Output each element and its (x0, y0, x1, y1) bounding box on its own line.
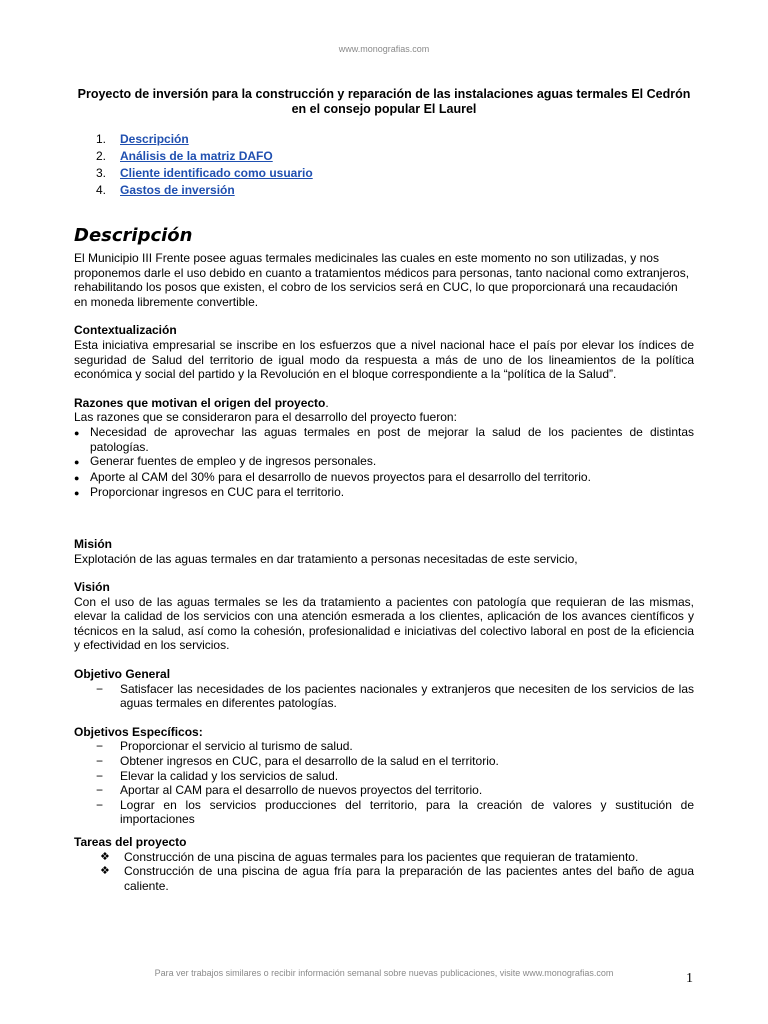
footer-note: Para ver trabajos similares o recibir información semanal sobre nuevas publicaciones, visite www.monografias.com (154, 968, 614, 978)
toc-number: 3. (96, 166, 107, 180)
dash-icon: − (96, 681, 104, 696)
razones-intro: Las razones que se consideraron para el desarrollo del proyecto fueron: (74, 410, 457, 425)
list-item: − Obtener ingresos en CUC, para el desarrollo de la salud en el territorio. (96, 754, 499, 769)
razones-list (74, 425, 694, 501)
page-number: 1 (686, 971, 693, 986)
toc-link-descripcion[interactable]: Descripción (120, 132, 189, 146)
list-item: ● Necesidad de aprovechar las aguas termales en post de mejorar la salud de los pacientes de distintas patologías. (74, 424, 694, 454)
section-heading-mision: Misión (74, 536, 112, 551)
objetivo-general-list (74, 682, 694, 711)
dash-icon: − (96, 754, 104, 769)
list-item: ● Generar fuentes de empleo y de ingresos personales. (74, 454, 377, 469)
toc-item (96, 148, 313, 165)
toc-number: 4. (96, 183, 107, 197)
bullet-icon: ● (74, 472, 80, 483)
section-heading-descripcion: Descripción (74, 225, 193, 246)
section-heading-contextualizacion: Contextualización (74, 323, 177, 338)
section-heading-tareas: Tareas del proyecto (74, 835, 187, 849)
list-item: − Aportar al CAM para el desarrollo de nuevos proyectos del territorio. (96, 783, 483, 798)
bullet-icon: ● (74, 457, 80, 468)
tareas-list (74, 850, 694, 894)
toc-number: 2. (96, 149, 107, 163)
section-heading-vision: Visión (74, 580, 110, 595)
bullet-icon: ● (74, 427, 80, 438)
toc-link-gastos[interactable]: Gastos de inversión (120, 183, 235, 197)
list-item: − Proporcionar el servicio al turismo de salud. (96, 739, 353, 754)
dash-icon: − (96, 768, 104, 783)
mision-paragraph: Explotación de las aguas termales en dar tratamiento a personas necesitadas de este servicio, (74, 551, 578, 566)
contextualizacion-paragraph: Esta iniciativa empresarial se inscribe en los esfuerzos que a nivel nacional hace el país por elevar los índices de seguridad de Salud del territorio de igual modo da respuesta a más de uno de los lineamientos de la política económica y social del partido y la Revolución en el bloque correspondiente a la “política de la Salud”. (74, 337, 694, 382)
objetivos-especificos-list (74, 739, 694, 827)
toc-item (96, 131, 313, 148)
list-item: − Satisfacer las necesidades de los pacientes nacionales y extranjeros que necesiten de los servicios de las aguas termales en diferentes patologías. (96, 681, 694, 711)
diamond-icon: ❖ (100, 850, 110, 863)
list-item: ❖ Construcción de una piscina de agua fría para la preparación de las pacientes antes del baño de agua caliente. (100, 864, 694, 893)
dash-icon: − (96, 783, 104, 798)
toc-link-dafo[interactable]: Análisis de la matriz DAFO (120, 149, 273, 163)
bullet-icon: ● (74, 488, 80, 499)
list-item: ● Aporte al CAM del 30% para el desarrollo de nuevos proyectos para el desarrollo del territorio. (74, 469, 591, 484)
header-url[interactable]: www.monografias.com (338, 44, 430, 54)
dash-icon: − (96, 797, 104, 812)
vision-paragraph: Con el uso de las aguas termales se les da tratamiento a pacientes con patología que requieran de las mismas, elevar la calidad de los servicios con una atención esmerada a los clientes, aplicación de los avances científicos y técnicos en la salud, así como la cohesión, profesionalidad e iniciativas del colectivo laboral en post de la eficiencia y efectividad en los servicios. (74, 594, 694, 653)
document-body (74, 225, 694, 893)
toc-number: 1. (96, 132, 107, 146)
dash-icon: − (96, 739, 104, 754)
toc-item (96, 165, 313, 182)
diamond-icon: ❖ (100, 865, 110, 878)
section-heading-razones: Razones que motivan el origen del proyecto. (74, 395, 329, 410)
list-item: − Lograr en los servicios producciones del territorio, para la creación de valores y sustitución de importaciones (96, 797, 694, 827)
toc-link-cliente[interactable]: Cliente identificado como usuario (120, 166, 313, 180)
section-heading-objetivos-especificos: Objetivos Específicos: (74, 724, 203, 739)
list-item: ● Proporcionar ingresos en CUC para el territorio. (74, 485, 345, 500)
section-heading-objetivo-general: Objetivo General (74, 667, 171, 682)
list-item: ❖ Construcción de una piscina de aguas termales para los pacientes que requieran de tratamiento. (100, 849, 639, 864)
toc-item (96, 182, 313, 199)
descripcion-paragraph: El Municipio III Frente posee aguas termales medicinales las cuales en este momento no son utilizadas, y nos proponemos darle el uso debido en cuanto a tratamientos médicos para personas, tanto nacional como extranjeros, rehabilitando los posos que existen, el cobro de los servicios será en CUC, lo que proporcionará una recaudación en moneda libremente convertible. (74, 251, 690, 309)
list-item: − Elevar la calidad y los servicios de salud. (96, 768, 339, 783)
table-of-contents (96, 131, 313, 199)
document-title: Proyecto de inversión para la construcción y reparación de las instalaciones aguas termales El Cedrón en el consejo popular El Laurel (77, 87, 691, 116)
